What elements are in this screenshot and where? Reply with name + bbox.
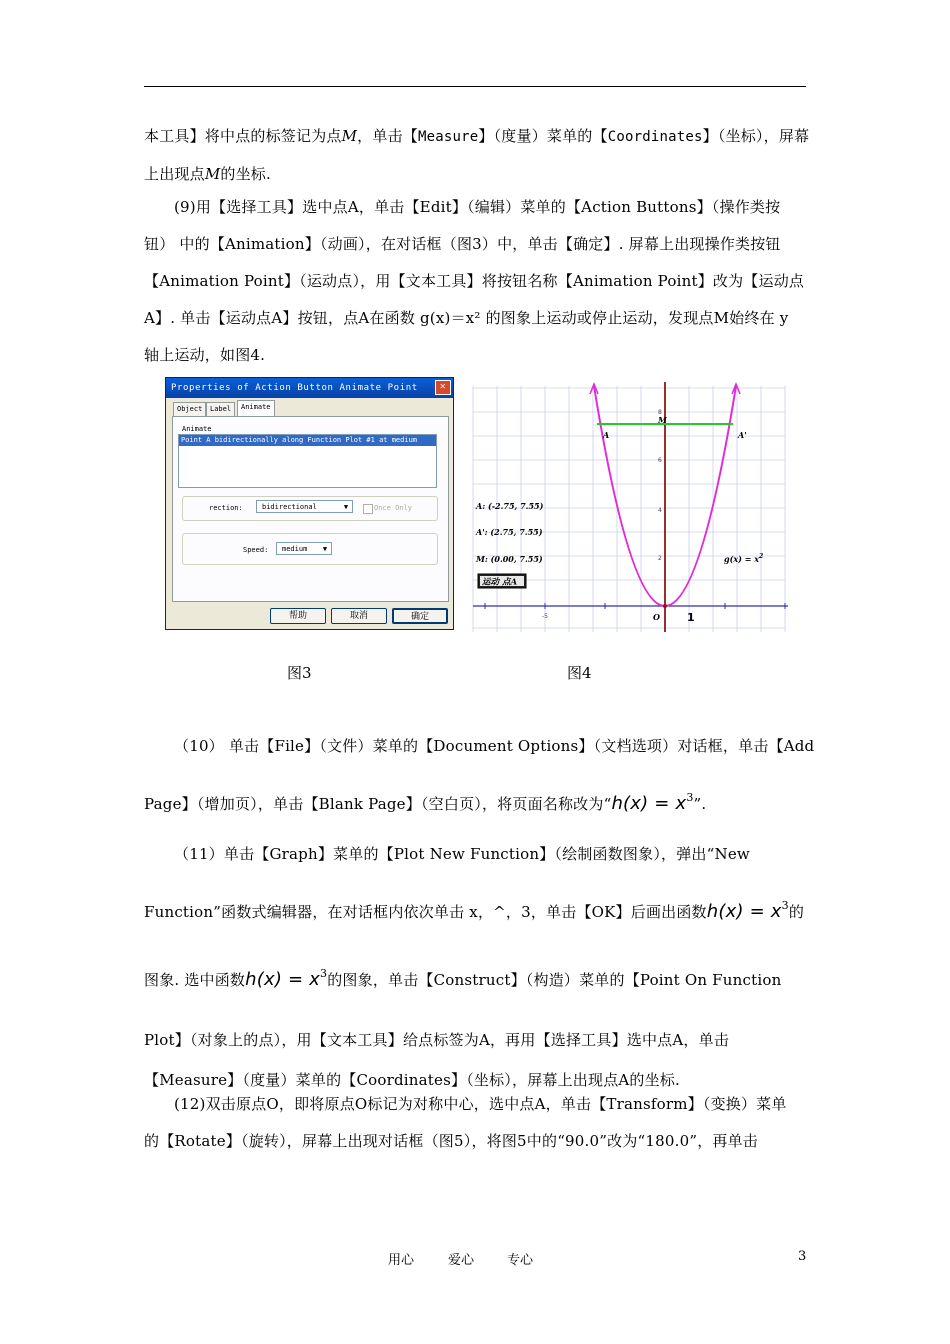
footer-text-3: 专心 [507, 1253, 534, 1268]
y-tick-6: 6 [658, 457, 662, 464]
paragraph-step-11-cont: 图象. 选中函数$h(x) = x^3$的图象，单击【Construct】（构造）菜单的【Point On Function Plot】（对象上的点），用【文本工具】给点标签为A，再用【选择工具】选中点A，单击 【Measure】（度量）菜单的【Coordinates】（坐标），屏幕上出现点A的坐标. [144, 967, 782, 1089]
function-label: $g(x) = x^2$ [724, 553, 764, 564]
y-tick-4: 4 [658, 507, 662, 514]
caption-fig4: 图4 [567, 664, 592, 682]
speed-label: Speed: [243, 546, 269, 554]
animation-properties-dialog [165, 377, 454, 630]
x-unit-label: 1 [687, 611, 695, 624]
parabola-graph [470, 378, 788, 632]
animate-button-label: 运动 点A [482, 577, 518, 588]
animate-section-label: Animate [182, 425, 212, 433]
chevron-down-icon: ▼ [322, 545, 328, 553]
direction-label: rection: [209, 504, 243, 512]
measure-m: M: (0.00, 7.55) [476, 554, 543, 564]
footer-text-2: 爱心 [448, 1253, 475, 1268]
tab-animate[interactable]: Animate [237, 400, 275, 416]
y-tick-8: 8 [658, 409, 662, 416]
x-tick-neg5: -5 [542, 613, 548, 620]
direction-select[interactable]: bidirectional ▼ [256, 500, 353, 513]
measure-a: A: (-2.75, 7.55) [476, 501, 544, 511]
animate-button[interactable] [478, 574, 526, 588]
point-a-label: A [603, 430, 610, 440]
close-icon[interactable]: ✕ [435, 380, 451, 395]
once-only-label: Once Only [374, 504, 412, 512]
animation-list[interactable] [178, 434, 437, 488]
footer-text-1: 用心 [388, 1253, 415, 1268]
tab-object[interactable]: Object [173, 402, 206, 416]
speed-select[interactable]: medium ▼ [276, 542, 332, 555]
dialog-title: Properties of Action Button Animate Point [171, 383, 418, 393]
cancel-button[interactable]: 取消 [331, 608, 387, 624]
ok-button[interactable]: 确定 [392, 608, 448, 624]
measure-a-prime: A': (2.75, 7.55) [476, 527, 543, 537]
origin-point [663, 604, 667, 608]
y-tick-2: 2 [658, 555, 662, 562]
header-rule [144, 86, 806, 87]
point-a-prime-label: A' [738, 430, 747, 440]
paragraph-step-9: (9)用【选择工具】选中点A，单击【Edit】（编辑）菜单的【Action Buttons】（操作类按 钮） 中的【Animation】（动画），在对话框（图3）中，单击【确定】. 屏幕上出现操作类按钮 【Animation Point】（运动点），用【文本工具】将按钮名称【Animation Point】改为【运动点 A】. 单击【运动点A】按钮，点A在函数 g(x)＝x² 的图象上运动或停止运动，发现点M始终在 y 轴上运动，如图4. [144, 198, 805, 364]
chevron-down-icon: ▼ [343, 503, 349, 511]
paragraph-step-10: （10） 单击【File】（文件）菜单的【Document Options】（文档选项）对话框，单击【Add Page】（增加页），单击【Blank Page】（空白页），将页面名称改为“$h(x) = x^3$”. [144, 737, 815, 814]
animation-list-item[interactable]: Point A bidirectionally along Function Plot #1 at medium [179, 435, 436, 446]
paragraph-continuation: 本工具】将中点的标签记为点M，单击【Measure】（度量）菜单的【Coordinates】（坐标），屏幕 上出现点M的坐标. [144, 127, 810, 183]
dialog-title-bar [166, 378, 453, 398]
help-button[interactable]: 帮助 [270, 608, 326, 624]
paragraph-step-12: (12)双击原点O，即将原点O标记为对称中心，选中点A，单击【Transform】（变换）菜单 的【Rotate】（旋转），屏幕上出现对话框（图5），将图5中的“90.0”改为“180.0”，再单击 [144, 1095, 787, 1150]
page-number: 3 [798, 1249, 807, 1264]
origin-label: O [653, 612, 660, 622]
tab-label[interactable]: Label [206, 402, 235, 416]
point-m-label: M [658, 415, 667, 425]
caption-fig3: 图3 [287, 664, 312, 682]
once-only-checkbox[interactable] [363, 504, 373, 514]
paragraph-step-11: （11）单击【Graph】菜单的【Plot New Function】（绘制函数图象），弹出“New Function”函数式编辑器，在对话框内依次单击 x，^，3，单击【OK】后画出函数$h(x) = x^3$的 [144, 845, 805, 922]
